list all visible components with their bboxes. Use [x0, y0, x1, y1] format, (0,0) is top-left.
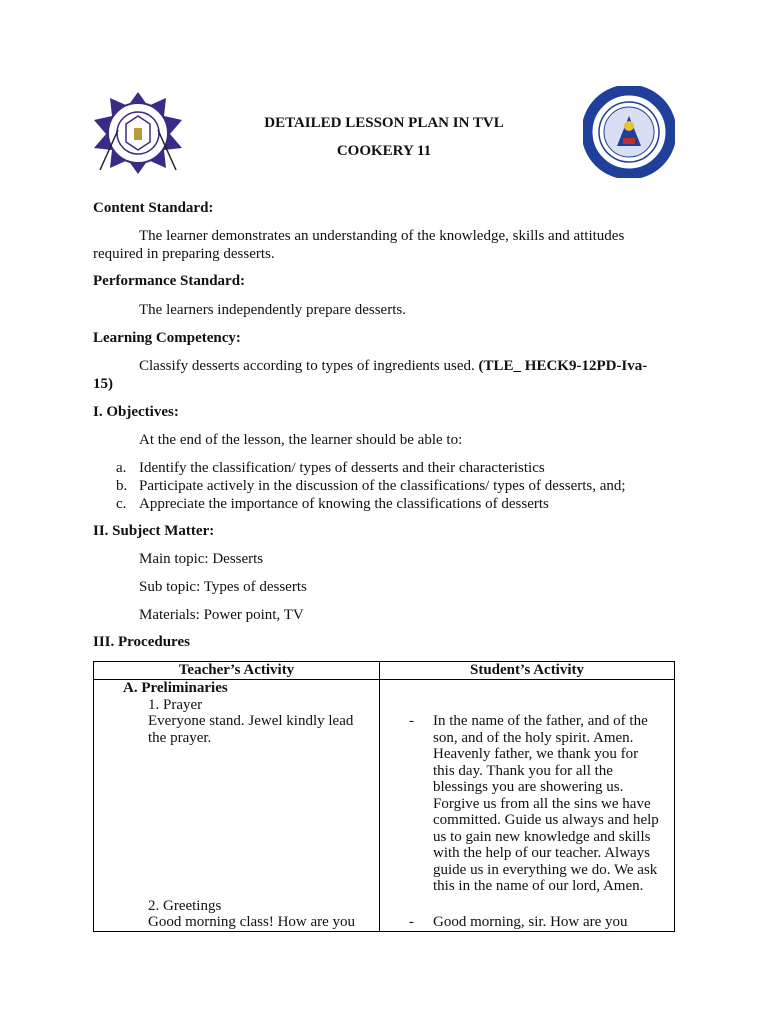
- objective-marker-b: b.: [116, 478, 128, 494]
- sub-topic: Sub topic: Types of desserts: [139, 579, 307, 595]
- school-seal-logo: [92, 90, 184, 174]
- materials: Materials: Power point, TV: [139, 607, 304, 623]
- procedures-table: [93, 661, 675, 932]
- section-a-label: A. Preliminaries: [123, 680, 228, 696]
- prayer-label: 1. Prayer: [148, 696, 203, 713]
- deped-seal-logo: [583, 86, 675, 178]
- greetings-label: 2. Greetings: [148, 898, 222, 914]
- performance-standard-text: The learners independently prepare desserts.: [139, 302, 406, 318]
- learning-competency-heading: Learning Competency:: [93, 330, 241, 346]
- learning-competency-code-cont: 15): [93, 376, 113, 392]
- prayer-teacher-line1: Everyone stand. Jewel kindly lead: [148, 713, 354, 729]
- content-standard-heading: Content Standard:: [93, 200, 214, 216]
- objective-item-a: Identify the classification/ types of desserts and their characteristics: [139, 460, 545, 476]
- content-standard-line2: required in preparing desserts.: [93, 246, 275, 262]
- objectives-intro: At the end of the lesson, the learner should be able to:: [139, 432, 463, 448]
- learning-competency-text: Classify desserts according to types of ingredients used.: [139, 358, 475, 374]
- prayer-student-line: Forgive us from all the sins we have: [433, 795, 651, 812]
- main-topic: Main topic: Desserts: [139, 551, 264, 567]
- prayer-student-line: guide us in everything we do. We ask: [433, 861, 658, 878]
- procedures-heading: III. Procedures: [93, 634, 190, 650]
- prayer-student-line: this in the name of our lord, Amen.: [433, 878, 644, 894]
- performance-standard-heading: Performance Standard:: [93, 273, 246, 289]
- objective-marker-c: c.: [116, 496, 127, 512]
- document-subtitle: COOKERY 11: [336, 143, 432, 159]
- objective-item-c: Appreciate the importance of knowing the classifications of desserts: [139, 496, 549, 512]
- content-standard-line1: The learner demonstrates an understanding of the knowledge, skills and attitudes: [139, 228, 625, 244]
- prayer-teacher-line2: the prayer.: [148, 729, 212, 746]
- greetings-teacher-line: Good morning class! How are you: [148, 914, 356, 930]
- learning-competency-line: [139, 357, 647, 375]
- prayer-student-line: us to gain new knowledge and skills: [433, 828, 651, 845]
- prayer-student-line: blessings you are showering us.: [433, 779, 624, 795]
- prayer-student-line: In the name of the father, and of the: [433, 713, 648, 729]
- prayer-student-line: this day. Thank you for all the: [433, 762, 613, 779]
- objective-marker-a: a.: [116, 460, 127, 476]
- prayer-student-line: committed. Guide us always and help: [433, 812, 659, 828]
- greetings-student-dash: -: [409, 914, 414, 930]
- student-activity-header: Student’s Activity: [380, 662, 675, 680]
- table-row: [94, 680, 675, 932]
- prayer-student-line: Heavenly father, we thank you for: [433, 746, 639, 762]
- prayer-student-line: son, and of the holy spirit. Amen.: [433, 729, 634, 746]
- greetings-student-line: Good morning, sir. How are you: [433, 914, 628, 930]
- prayer-student-line: with the help of our teacher. Always: [433, 845, 651, 861]
- document-title: DETAILED LESSON PLAN IN TVL: [264, 115, 504, 131]
- student-activity-cell: [380, 680, 675, 932]
- teacher-activity-header: Teacher’s Activity: [94, 662, 380, 680]
- table-header-row: [94, 662, 675, 680]
- subject-matter-heading: II. Subject Matter:: [93, 523, 215, 539]
- learning-competency-code: (TLE_ HECK9-12PD-Iva-: [478, 358, 648, 374]
- objective-item-b: Participate actively in the discussion of the classifications/ types of desserts, and;: [139, 478, 626, 494]
- prayer-student-dash: -: [409, 713, 414, 729]
- objectives-heading: I. Objectives:: [93, 404, 179, 420]
- teacher-activity-cell: [94, 680, 380, 932]
